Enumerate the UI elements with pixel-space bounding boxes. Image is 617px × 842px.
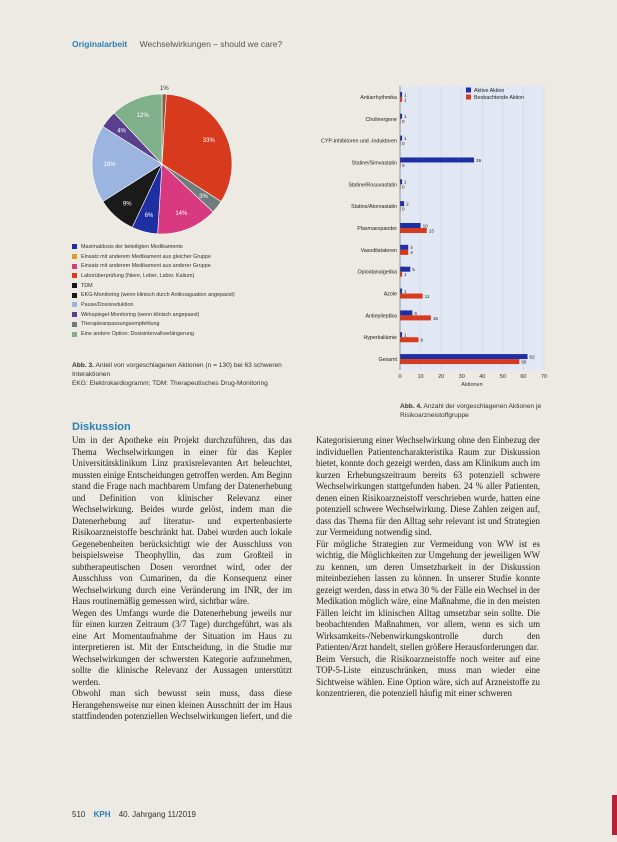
legend-label: Maximaldosis der beteiligten Medikamente xyxy=(81,243,183,250)
bar-legend-swatch xyxy=(466,95,471,100)
pie-slice-label: 14% xyxy=(175,210,188,217)
category-label: Antiarrhythmika xyxy=(360,94,397,101)
bar-value-label: 10 xyxy=(422,223,428,229)
bar-active xyxy=(400,114,402,119)
legend-swatch xyxy=(72,254,77,259)
bar-active xyxy=(400,179,402,184)
x-tick-label: 70 xyxy=(540,374,548,380)
category-label: Opioidanalgetika xyxy=(357,269,397,276)
bar-value-label: 4 xyxy=(410,250,413,256)
pie-slice-label: 4% xyxy=(117,128,126,135)
bar-active xyxy=(400,354,528,359)
category-label: Gesamt xyxy=(378,357,397,364)
bar-legend-label: Beobachtende Aktion xyxy=(474,95,525,101)
figure-4-caption xyxy=(400,402,570,420)
paragraph: Beim Versuch, die Risikoarzneistoffe noch weiter auf eine TOP-5-Liste einzuschränken, muss man wieder eine Sichtweise wählen. Eine Option wäre, sich auf Arzneistoffe zu konzentrieren, die potenziell häufig mit einer schweren xyxy=(316,653,540,698)
bar-active xyxy=(400,201,404,206)
bar-value-label: 62 xyxy=(529,354,535,360)
bar-active xyxy=(400,332,402,337)
legend-swatch xyxy=(72,264,77,269)
legend-label: Pause/Dosisreduktion xyxy=(81,301,134,308)
bar-value-label: 0 xyxy=(402,162,405,168)
category-label: Antiepileptika xyxy=(365,313,397,320)
bar-active xyxy=(400,310,412,315)
legend-label: Einsatz mit anderem Medikament aus anderer Gruppe xyxy=(81,263,211,270)
bar-value-label: 36 xyxy=(476,157,482,163)
paragraph: Wegen des Umfangs wurde die Datenerhebung jeweils nur für einen kurzen Zeitraum (3/7 Tage) durchgeführt, was als eine Art Momentaufnahme der Situation im Haus zu interpretieren ist. Mit der Entscheidung, in die Studie nur Wechselwirkungen der schwersten Kategorie aufzunehmen, sollte die klinische Relevanz der Aussagen unterstützt werden. xyxy=(72,607,292,687)
legend-item xyxy=(72,310,312,320)
journal-name: KPH xyxy=(93,810,111,819)
bar-observe xyxy=(400,250,408,255)
bar-value-label: 1 xyxy=(404,288,407,294)
legend-item xyxy=(72,281,312,291)
bar-value-label: 1 xyxy=(404,114,407,120)
bar-value-label: 1 xyxy=(404,332,407,338)
legend-item xyxy=(72,329,312,339)
paragraph: Kategorisierung einer Wechselwirkung ohne den Einbezug der individuellen Patientencharakteristika Raum zur Diskussion bietet, konnte doch gezeigt werden, dass am Klinikum auch im kurzen Erhebungszeitraum bereits 63 potenziell schwere Wechselwirkungen stattgefunden haben. 24 % aller Patienten, denen einen Risikoarzneistoff verschrieben wurde, hatten eine potenziell schwere Wechselwirkung. Diese Zahlen zeigen auf, dass das Thema für den Alltag sehr relevant ist und Strategien zur Vermeidung notwendig sind. xyxy=(316,435,540,537)
legend-item xyxy=(72,261,312,271)
category-label: Statine/Atorvastatin xyxy=(351,204,397,211)
running-title: Wechselwirkungen – should we care? xyxy=(139,39,283,49)
bar-active xyxy=(400,267,410,272)
page-edge-marker xyxy=(612,795,617,835)
bar-active xyxy=(400,92,402,97)
pie-slice-label: 9% xyxy=(122,201,132,208)
bar-active xyxy=(400,289,402,294)
legend-swatch xyxy=(72,312,77,317)
bar-observe xyxy=(400,315,431,320)
legend-swatch xyxy=(72,322,77,327)
body-column-left xyxy=(72,435,292,723)
figure-3-text: Anteil von vorgeschlagenen Aktionen (n = 130) bei 63 schweren Interaktionen xyxy=(72,362,282,378)
bar-value-label: 6 xyxy=(414,310,417,316)
category-label: Plasmaexpander xyxy=(357,226,397,232)
bar-value-label: 1 xyxy=(404,272,407,278)
bar-chart xyxy=(290,80,550,398)
bar-value-label: 15 xyxy=(432,315,438,321)
figure-3-abbreviations: EKG: Elektrokardiogramm; TDM: Therapeutisches Drug-Monitoring xyxy=(72,380,268,387)
bar-value-label: 4 xyxy=(410,245,413,251)
bar-value-label: 5 xyxy=(412,267,415,273)
figure-3-label: Abb. 3. xyxy=(72,362,94,369)
legend-item xyxy=(72,252,312,262)
legend-item xyxy=(72,242,312,252)
x-tick-label: 60 xyxy=(520,374,527,380)
bar-value-label: 13 xyxy=(428,228,434,234)
legend-swatch xyxy=(72,273,77,278)
bar-value-label: 1 xyxy=(404,136,407,142)
paragraph: Um in der Apotheke ein Projekt durchzuführen, das das Thema Wechselwirkungen in einer für das Kepler Universitätsklinikum Linz praxisrelevanten Art beleuchtet, mussten einige Entscheidungen getroffen werden. Am Beginn stand die Frage nach machbarem Umfang der Datenerhebung und Definition von klinischer Relevanz einer Wechselwirkung. Beides wurde gelöst, indem man die Datenerhebung auf literatur- und expertenbasierte Risikoarzneistoffe beschränkt hat. Dabei wurden auch lokale Gegenebenheiten berücksichtigt wie der Ausschluss von beispielsweise Theophyllin, das zum Großteil in subtherapeutischen Dosen verordnet wird, oder der Ausschluss von Cumarinen, da die Konsequenz einer Wechselwirkung durch eine Veränderung im INR, der im Haus routinemäßig gemessen wird, sichtbar wäre. xyxy=(72,435,292,606)
x-axis-label: Aktionen xyxy=(461,382,483,388)
bar-value-label: 0 xyxy=(402,119,405,125)
bar-value-label: 1 xyxy=(404,92,407,98)
pie-slice-label: 6% xyxy=(144,212,154,219)
bar-observe xyxy=(400,97,402,102)
body-column-right xyxy=(316,435,540,700)
pie-legend xyxy=(72,242,312,339)
pie-slice-label: 12% xyxy=(136,113,149,120)
legend-label: Wirkspiegel-Monitoring (wenn klinisch angepasst) xyxy=(81,311,200,318)
figure-4-text: Anzahl der vorgeschlagenen Aktionen je Risikoarzneistoffgruppe xyxy=(400,403,542,419)
category-label: Cholinergene xyxy=(365,116,397,123)
pie-slice-label: 3% xyxy=(199,194,208,201)
legend-label: TDM xyxy=(81,282,93,289)
bar-observe xyxy=(400,272,402,277)
x-tick-label: 30 xyxy=(458,374,465,380)
x-tick-label: 40 xyxy=(479,374,486,380)
legend-label: Therapieanpassungsempfehlung xyxy=(81,321,160,328)
pie-slice-label: 1% xyxy=(160,86,169,93)
bar-value-label: 58 xyxy=(521,359,527,365)
legend-swatch xyxy=(72,293,77,298)
legend-swatch xyxy=(72,332,77,337)
bar-active xyxy=(400,223,421,228)
bar-value-label: 1 xyxy=(404,97,407,103)
pie-slice-label: 18% xyxy=(103,162,116,168)
figure-3-caption xyxy=(72,361,287,388)
section-heading: Diskussion xyxy=(72,421,131,433)
legend-swatch xyxy=(72,302,77,307)
bar-value-label: 0 xyxy=(402,206,405,212)
page-footer xyxy=(72,810,196,819)
category-label: Vasodilatatoren xyxy=(360,247,397,254)
bar-observe xyxy=(400,294,423,299)
x-tick-label: 10 xyxy=(417,374,424,380)
x-tick-label: 0 xyxy=(398,374,402,380)
bar-observe xyxy=(400,359,519,364)
category-label: Statine/Simvastatin xyxy=(351,160,397,167)
legend-label: Eine andere Option: Dosisintervallverlängerung xyxy=(81,331,194,338)
bar-value-label: 1 xyxy=(404,179,407,185)
legend-item xyxy=(72,300,312,310)
paragraph: Obwohl man sich bewusst sein muss, dass diese Herangehensweise nur einen kleinen Ausschnitt der im Haus stattfindenden potenziellen Wechselwirkungen liefert, und die xyxy=(72,688,292,721)
bar-legend-swatch xyxy=(466,88,471,93)
legend-item xyxy=(72,290,312,300)
legend-swatch xyxy=(72,244,77,249)
bar-legend-label: Aktive Aktion xyxy=(474,88,505,94)
bar-value-label: 2 xyxy=(406,201,409,207)
bar-active xyxy=(400,157,474,162)
legend-label: EKG-Monitoring (wenn klinisch durch Antikoaguation angepasst) xyxy=(81,292,235,299)
bar-value-label: 11 xyxy=(424,293,430,299)
bar-active xyxy=(400,245,408,250)
page-number: 510 xyxy=(72,810,86,819)
bar-value-label: 9 xyxy=(420,337,424,343)
legend-item xyxy=(72,320,312,330)
pie-chart xyxy=(80,84,240,234)
bar-value-label: 0 xyxy=(402,141,405,147)
paragraph: Für mögliche Strategien zur Vermeidung von WW ist es wichtig, die Möglichkeiten zur Umgehung der jeweiligen WW zu kennen, um deren Umsetzbarkeit in der Diskussion miteinbeziehen lassen zu können. In unserer Studie konnte gezeigt werden, dass in etwa 30 % der Fälle ein Wechsel in der Medikation möglich wäre, eine Maßnahme, die in den meisten Fällen leicht im klinischen Alltag umsetzbar sein sollte. Die beobachtenden Maßnahmen, vor allem, wenn es sich um Wirksamkeits-/Nebenwirkungskontrolle durch den Patienten/Arzt handelt, stellen größere Herausforderungen dar. xyxy=(316,538,540,652)
x-tick-label: 20 xyxy=(438,374,445,380)
journal-issue: 40. Jahrgang 11/2019 xyxy=(118,810,196,819)
bar-observe xyxy=(400,337,419,342)
category-label: CYP-Inhibitoren und -Induktoren xyxy=(321,138,397,145)
legend-label: Laborüberprüfung (Niere, Leber, Labor, Kalium) xyxy=(81,272,195,279)
article-type-label: Originalarbeit xyxy=(72,39,128,49)
x-tick-label: 50 xyxy=(499,374,506,380)
bar-value-label: 0 xyxy=(402,184,405,190)
bar-active xyxy=(400,136,402,141)
category-label: Azole xyxy=(383,291,397,298)
category-label: Hyperkaliämie xyxy=(363,335,397,342)
legend-item xyxy=(72,271,312,281)
page-header xyxy=(72,39,282,49)
pie-slice-label: 33% xyxy=(202,138,215,145)
category-label: Statine/Rosuvastatin xyxy=(348,182,397,189)
bar-observe xyxy=(400,228,427,233)
legend-label: Einsatz mit anderem Medikament aus gleicher Gruppe xyxy=(81,253,212,260)
legend-swatch xyxy=(72,283,77,288)
figure-4-label: Abb. 4. xyxy=(400,403,422,410)
